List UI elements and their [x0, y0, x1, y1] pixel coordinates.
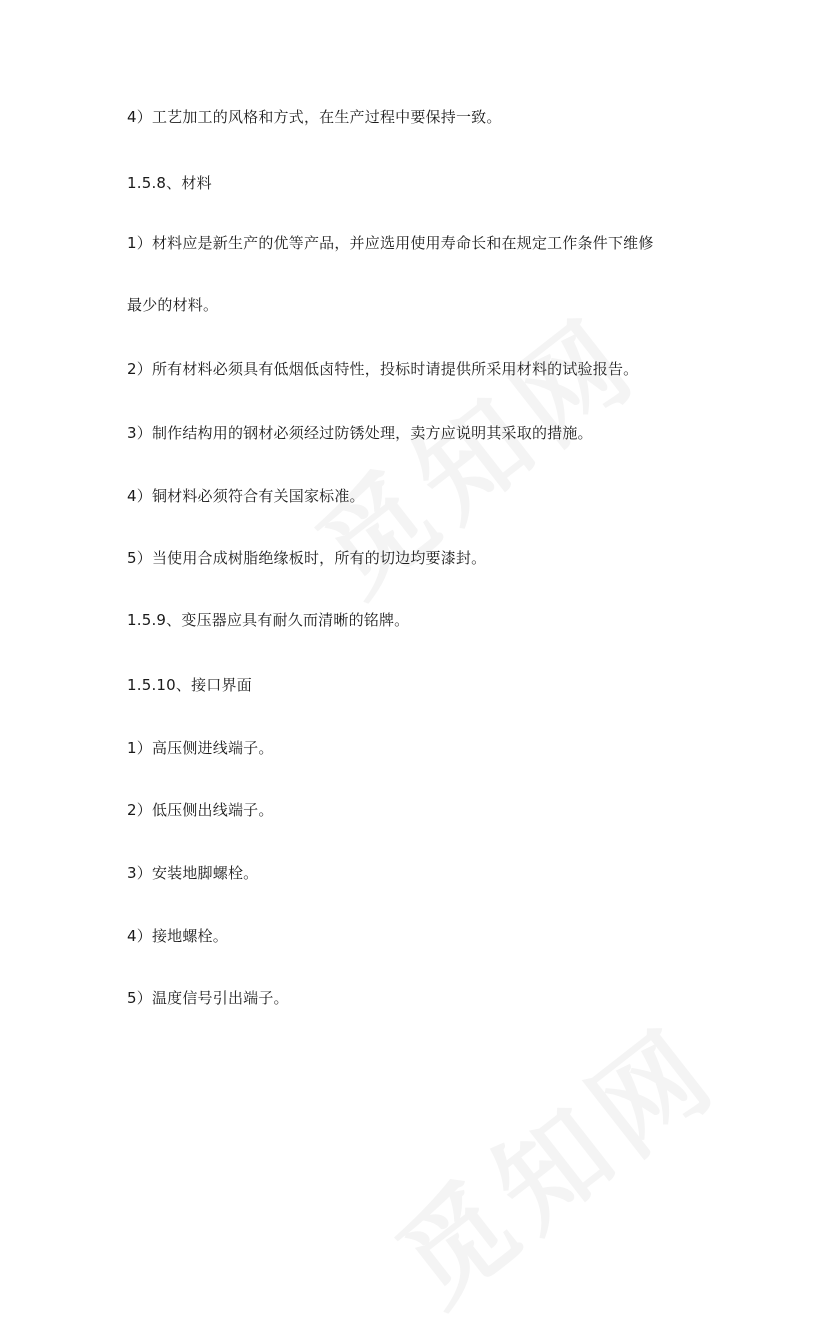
list-item-anchor-bolts: 3）安装地脚螺栓。 — [127, 864, 259, 882]
paragraph-materials-1-continued: 最少的材料。 — [127, 296, 219, 314]
paragraph-process-consistency: 4）工艺加工的风格和方式，在生产过程中要保持一致。 — [127, 108, 502, 126]
paragraph-materials-2: 2）所有材料必须具有低烟低卤特性，投标时请提供所采用材料的试验报告。 — [127, 360, 639, 378]
watermark — [280, 274, 666, 624]
section-heading-nameplate: 1.5.9、变压器应具有耐久而清晰的铭牌。 — [127, 611, 410, 629]
paragraph-materials-5: 5）当使用合成树脂绝缘板时，所有的切边均要漆封。 — [127, 549, 487, 567]
watermark — [360, 984, 746, 1334]
paragraph-materials-4: 4）铜材料必须符合有关国家标准。 — [127, 487, 365, 505]
list-item-temperature-signal-terminal: 5）温度信号引出端子。 — [127, 989, 289, 1007]
section-heading-interface: 1.5.10、接口界面 — [127, 676, 252, 694]
list-item-hv-terminal: 1）高压侧进线端子。 — [127, 739, 274, 757]
paragraph-materials-3: 3）制作结构用的钢材必须经过防锈处理，卖方应说明其采取的措施。 — [127, 424, 593, 442]
paragraph-materials-1: 1）材料应是新生产的优等产品，并应选用使用寿命长和在规定工作条件下维修 — [127, 234, 654, 252]
section-heading-materials: 1.5.8、材料 — [127, 174, 212, 192]
list-item-grounding-bolt: 4）接地螺栓。 — [127, 927, 228, 945]
list-item-lv-terminal: 2）低压侧出线端子。 — [127, 801, 274, 819]
